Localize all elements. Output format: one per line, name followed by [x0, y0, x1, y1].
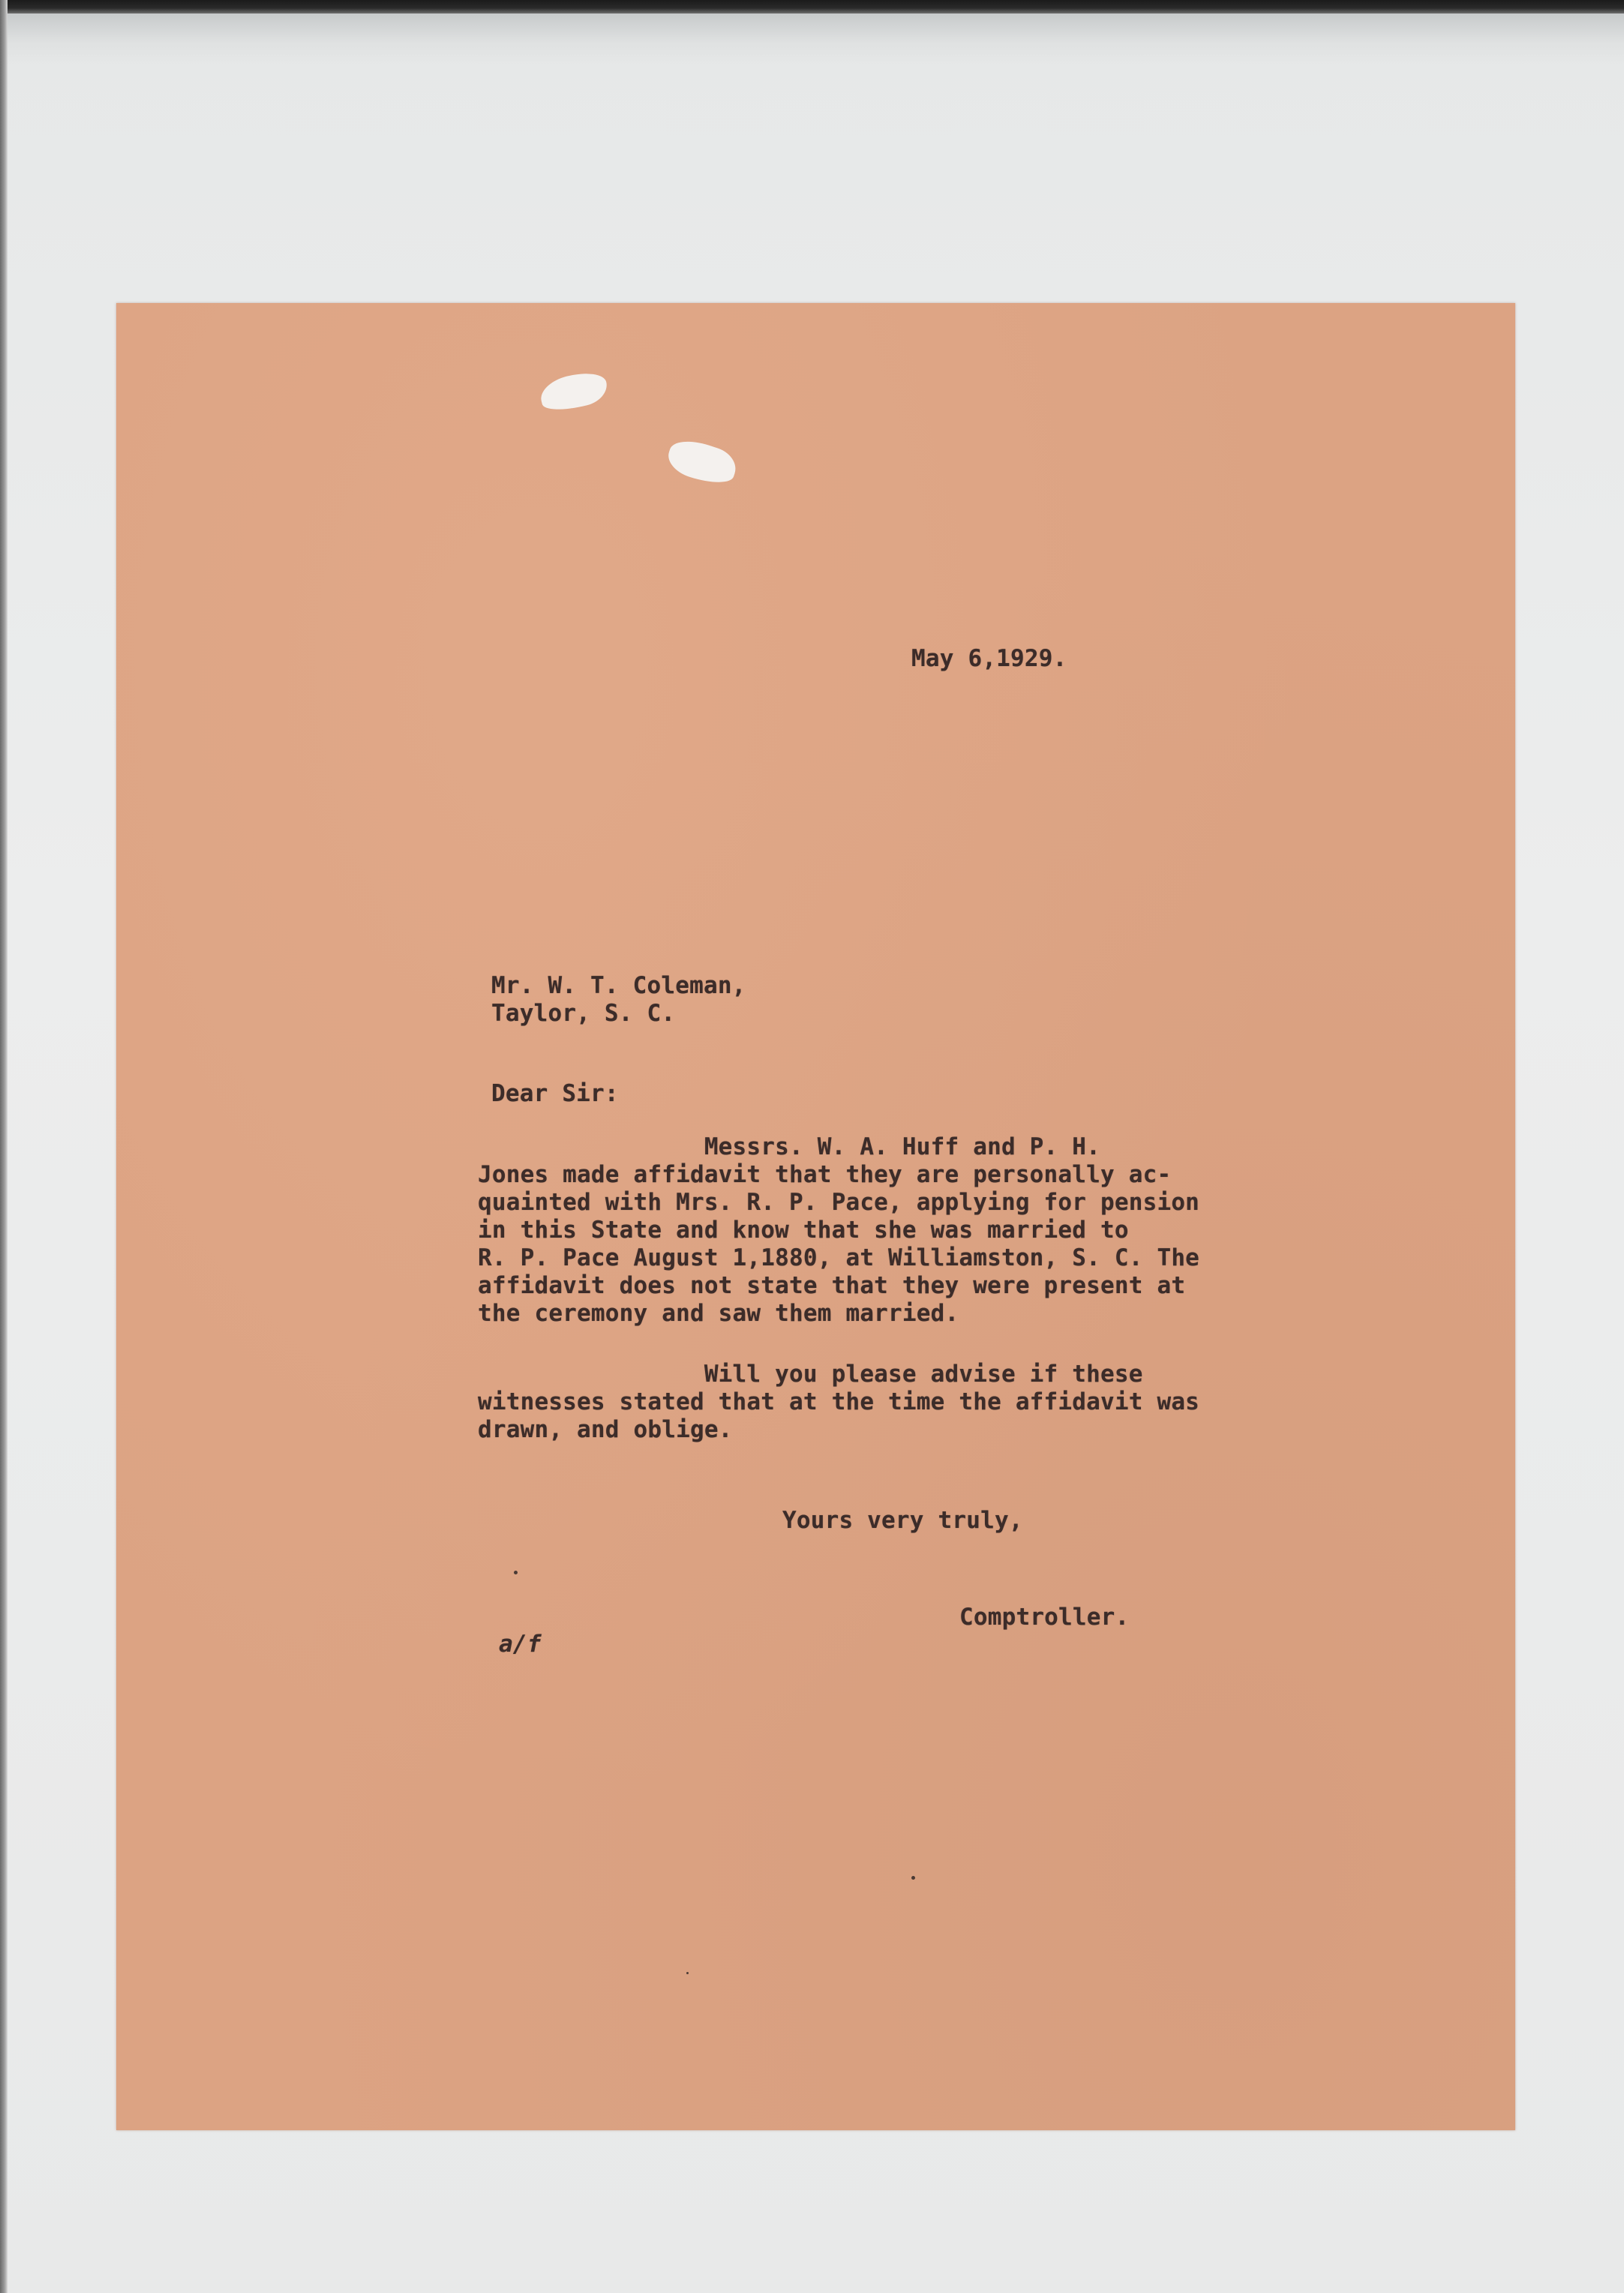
scanner-shadow [8, 14, 1624, 66]
punch-hole [664, 434, 740, 490]
body-paragraph: Messrs. W. A. Huff and P. H. Jones made affidavit that they are personally ac- quainted with Mrs. R. P. Pace, applying for pension in this State and know that she was married to R. P. Pace August 1,1880, at Williamston, S. C. The affidavit does not state that they were present at the ceremony and saw them married. [478, 1133, 1200, 1327]
body-paragraph: Will you please advise if these witnesses stated that at the time the affidavit was drawn, and oblige. [478, 1361, 1200, 1443]
complimentary-closing: Yours very truly, [782, 1507, 1023, 1534]
scanner-top-edge [0, 0, 1624, 14]
salutation: Dear Sir: [491, 1080, 619, 1107]
letter-date: May 6,1929. [911, 645, 1067, 672]
signature-title: Comptroller. [959, 1604, 1130, 1631]
recipient-location: Taylor, S. C. [491, 1000, 676, 1027]
scanner-left-edge [0, 0, 8, 2293]
paper-speck [686, 1972, 689, 1974]
recipient-address [491, 972, 746, 1028]
typist-initials: a/f [499, 1631, 542, 1658]
letter-sheet [116, 303, 1515, 2130]
paper-speck [911, 1876, 915, 1880]
punch-hole [537, 368, 611, 416]
paper-speck [514, 1571, 518, 1574]
recipient-name: Mr. W. T. Coleman, [491, 972, 746, 999]
